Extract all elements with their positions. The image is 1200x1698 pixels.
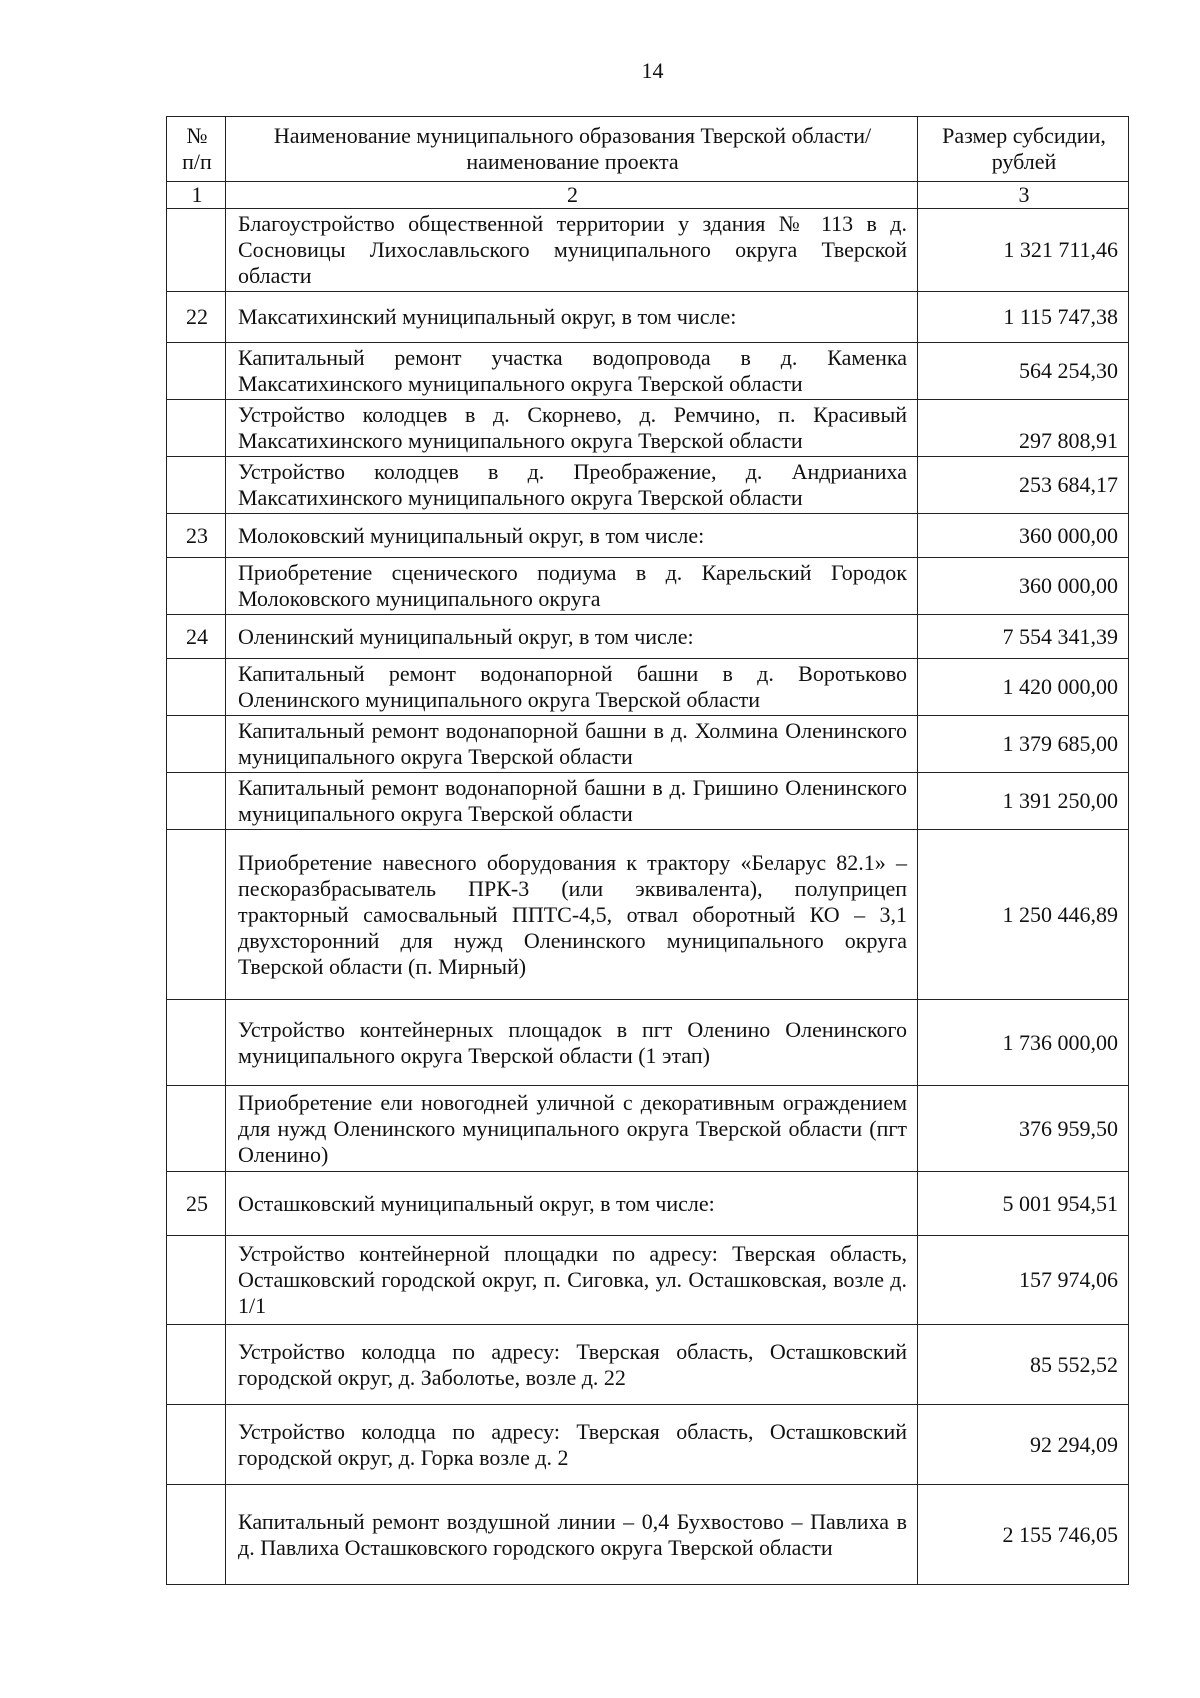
row-amount: 253 684,17: [918, 457, 1129, 514]
table-row: [167, 1086, 1129, 1172]
row-number: [167, 773, 226, 830]
column-number: 2: [226, 182, 918, 209]
row-name: Капитальный ремонт воздушной линии – 0,4 Бухвостово – Павлиха в д. Павлиха Осташковского городского округа Тверской области: [226, 1485, 918, 1585]
table-row: [167, 773, 1129, 830]
row-name: Максатихинский муниципальный округ, в том числе:: [226, 292, 918, 343]
row-amount: 1 115 747,38: [918, 292, 1129, 343]
row-name: Капитальный ремонт водонапорной башни в д. Воротьково Оленинского муниципального округа Тверской области: [226, 659, 918, 716]
row-name: Приобретение сценического подиума в д. Карельский Городок Молоковского муниципального округа: [226, 558, 918, 615]
row-name: Молоковский муниципальный округ, в том числе:: [226, 514, 918, 558]
row-amount: 157 974,06: [918, 1236, 1129, 1325]
table-row: [167, 558, 1129, 615]
row-name: Приобретение ели новогодней уличной с декоративным ограждением для нужд Оленинского муниципального округа Тверской области (пгт Оленино): [226, 1086, 918, 1172]
row-name: Устройство контейнерных площадок в пгт Оленино Оленинского муниципального округа Тверской области (1 этап): [226, 1000, 918, 1086]
table-row: [167, 343, 1129, 400]
row-name: Устройство колодца по адресу: Тверская область, Осташковский городской округ, д. Заболотье, возле д. 22: [226, 1325, 918, 1405]
row-number: [167, 1000, 226, 1086]
table-row: [167, 514, 1129, 558]
row-number: [167, 209, 226, 292]
table-row: [167, 659, 1129, 716]
row-number: [167, 457, 226, 514]
row-name: Оленинский муниципальный округ, в том числе:: [226, 615, 918, 659]
header-col-amount: Размер субсидии, рублей: [918, 117, 1129, 182]
row-number: 24: [167, 615, 226, 659]
row-amount: 1 736 000,00: [918, 1000, 1129, 1086]
header-col-no: № п/п: [167, 117, 226, 182]
row-name: Приобретение навесного оборудования к трактору «Беларус 82.1» – пескоразбрасыватель ПРК-3 (или эквивалента), полуприцеп тракторный самосвальный ППТС-4,5, отвал оборотный КО – 3,1 двухсторонний для нужд Оленинского муниципального округа Тверской области (п. Мирный): [226, 830, 918, 1000]
page-number: 14: [641, 58, 664, 83]
table-row: [167, 716, 1129, 773]
row-number: [167, 1325, 226, 1405]
row-number: [167, 1236, 226, 1325]
row-number: [167, 1485, 226, 1585]
row-name: Капитальный ремонт водонапорной башни в д. Гришино Оленинского муниципального округа Тверской области: [226, 773, 918, 830]
row-amount: 297 808,91: [918, 400, 1129, 457]
row-amount: 360 000,00: [918, 558, 1129, 615]
row-amount: 1 250 446,89: [918, 830, 1129, 1000]
table-row: [167, 1405, 1129, 1485]
column-number: 1: [167, 182, 226, 209]
row-name: Капитальный ремонт водонапорной башни в д. Холмина Оленинского муниципального округа Тверской области: [226, 716, 918, 773]
row-amount: 1 321 711,46: [918, 209, 1129, 292]
row-amount: 2 155 746,05: [918, 1485, 1129, 1585]
row-number: [167, 659, 226, 716]
row-name: Устройство колодца по адресу: Тверская область, Осташковский городской округ, д. Горка возле д. 2: [226, 1405, 918, 1485]
row-number: [167, 1086, 226, 1172]
row-name: Осташковский муниципальный округ, в том числе:: [226, 1172, 918, 1236]
table-row: [167, 209, 1129, 292]
row-name: Благоустройство общественной территории у здания № 113 в д. Сосновицы Лихославльского муниципального округа Тверской области: [226, 209, 918, 292]
row-amount: 92 294,09: [918, 1405, 1129, 1485]
table-row: [167, 615, 1129, 659]
column-number-row: [167, 182, 1129, 209]
row-name: Устройство контейнерной площадки по адресу: Тверская область, Осташковский городской округ, п. Сиговка, ул. Осташковская, возле д. 1/1: [226, 1236, 918, 1325]
row-number: [167, 716, 226, 773]
subsidy-table: [166, 116, 1129, 1585]
column-number: 3: [918, 182, 1129, 209]
row-amount: 1 420 000,00: [918, 659, 1129, 716]
row-name: Устройство колодцев в д. Преображение, д. Андрианиха Максатихинского муниципального округа Тверской области: [226, 457, 918, 514]
row-amount: 5 001 954,51: [918, 1172, 1129, 1236]
table-row: [167, 1485, 1129, 1585]
row-number: [167, 343, 226, 400]
table-row: [167, 1000, 1129, 1086]
row-amount: 564 254,30: [918, 343, 1129, 400]
table-row: [167, 830, 1129, 1000]
row-number: [167, 830, 226, 1000]
row-number: 25: [167, 1172, 226, 1236]
header-col-name: Наименование муниципального образования Тверской области/наименование проекта: [226, 117, 918, 182]
row-amount: 360 000,00: [918, 514, 1129, 558]
row-number: 22: [167, 292, 226, 343]
row-name: Капитальный ремонт участка водопровода в д. Каменка Максатихинского муниципального округа Тверской области: [226, 343, 918, 400]
row-number: 23: [167, 514, 226, 558]
table-row: [167, 457, 1129, 514]
row-amount: 1 379 685,00: [918, 716, 1129, 773]
table-row: [167, 1236, 1129, 1325]
row-amount: 7 554 341,39: [918, 615, 1129, 659]
table-header-row: [167, 117, 1129, 182]
row-number: [167, 558, 226, 615]
table-row: [167, 1325, 1129, 1405]
table-row: [167, 1172, 1129, 1236]
row-number: [167, 400, 226, 457]
row-amount: 376 959,50: [918, 1086, 1129, 1172]
row-number: [167, 1405, 226, 1485]
table-row: [167, 400, 1129, 457]
row-name: Устройство колодцев в д. Скорнево, д. Ремчино, п. Красивый Максатихинского муниципального округа Тверской области: [226, 400, 918, 457]
row-amount: 1 391 250,00: [918, 773, 1129, 830]
table-row: [167, 292, 1129, 343]
row-amount: 85 552,52: [918, 1325, 1129, 1405]
